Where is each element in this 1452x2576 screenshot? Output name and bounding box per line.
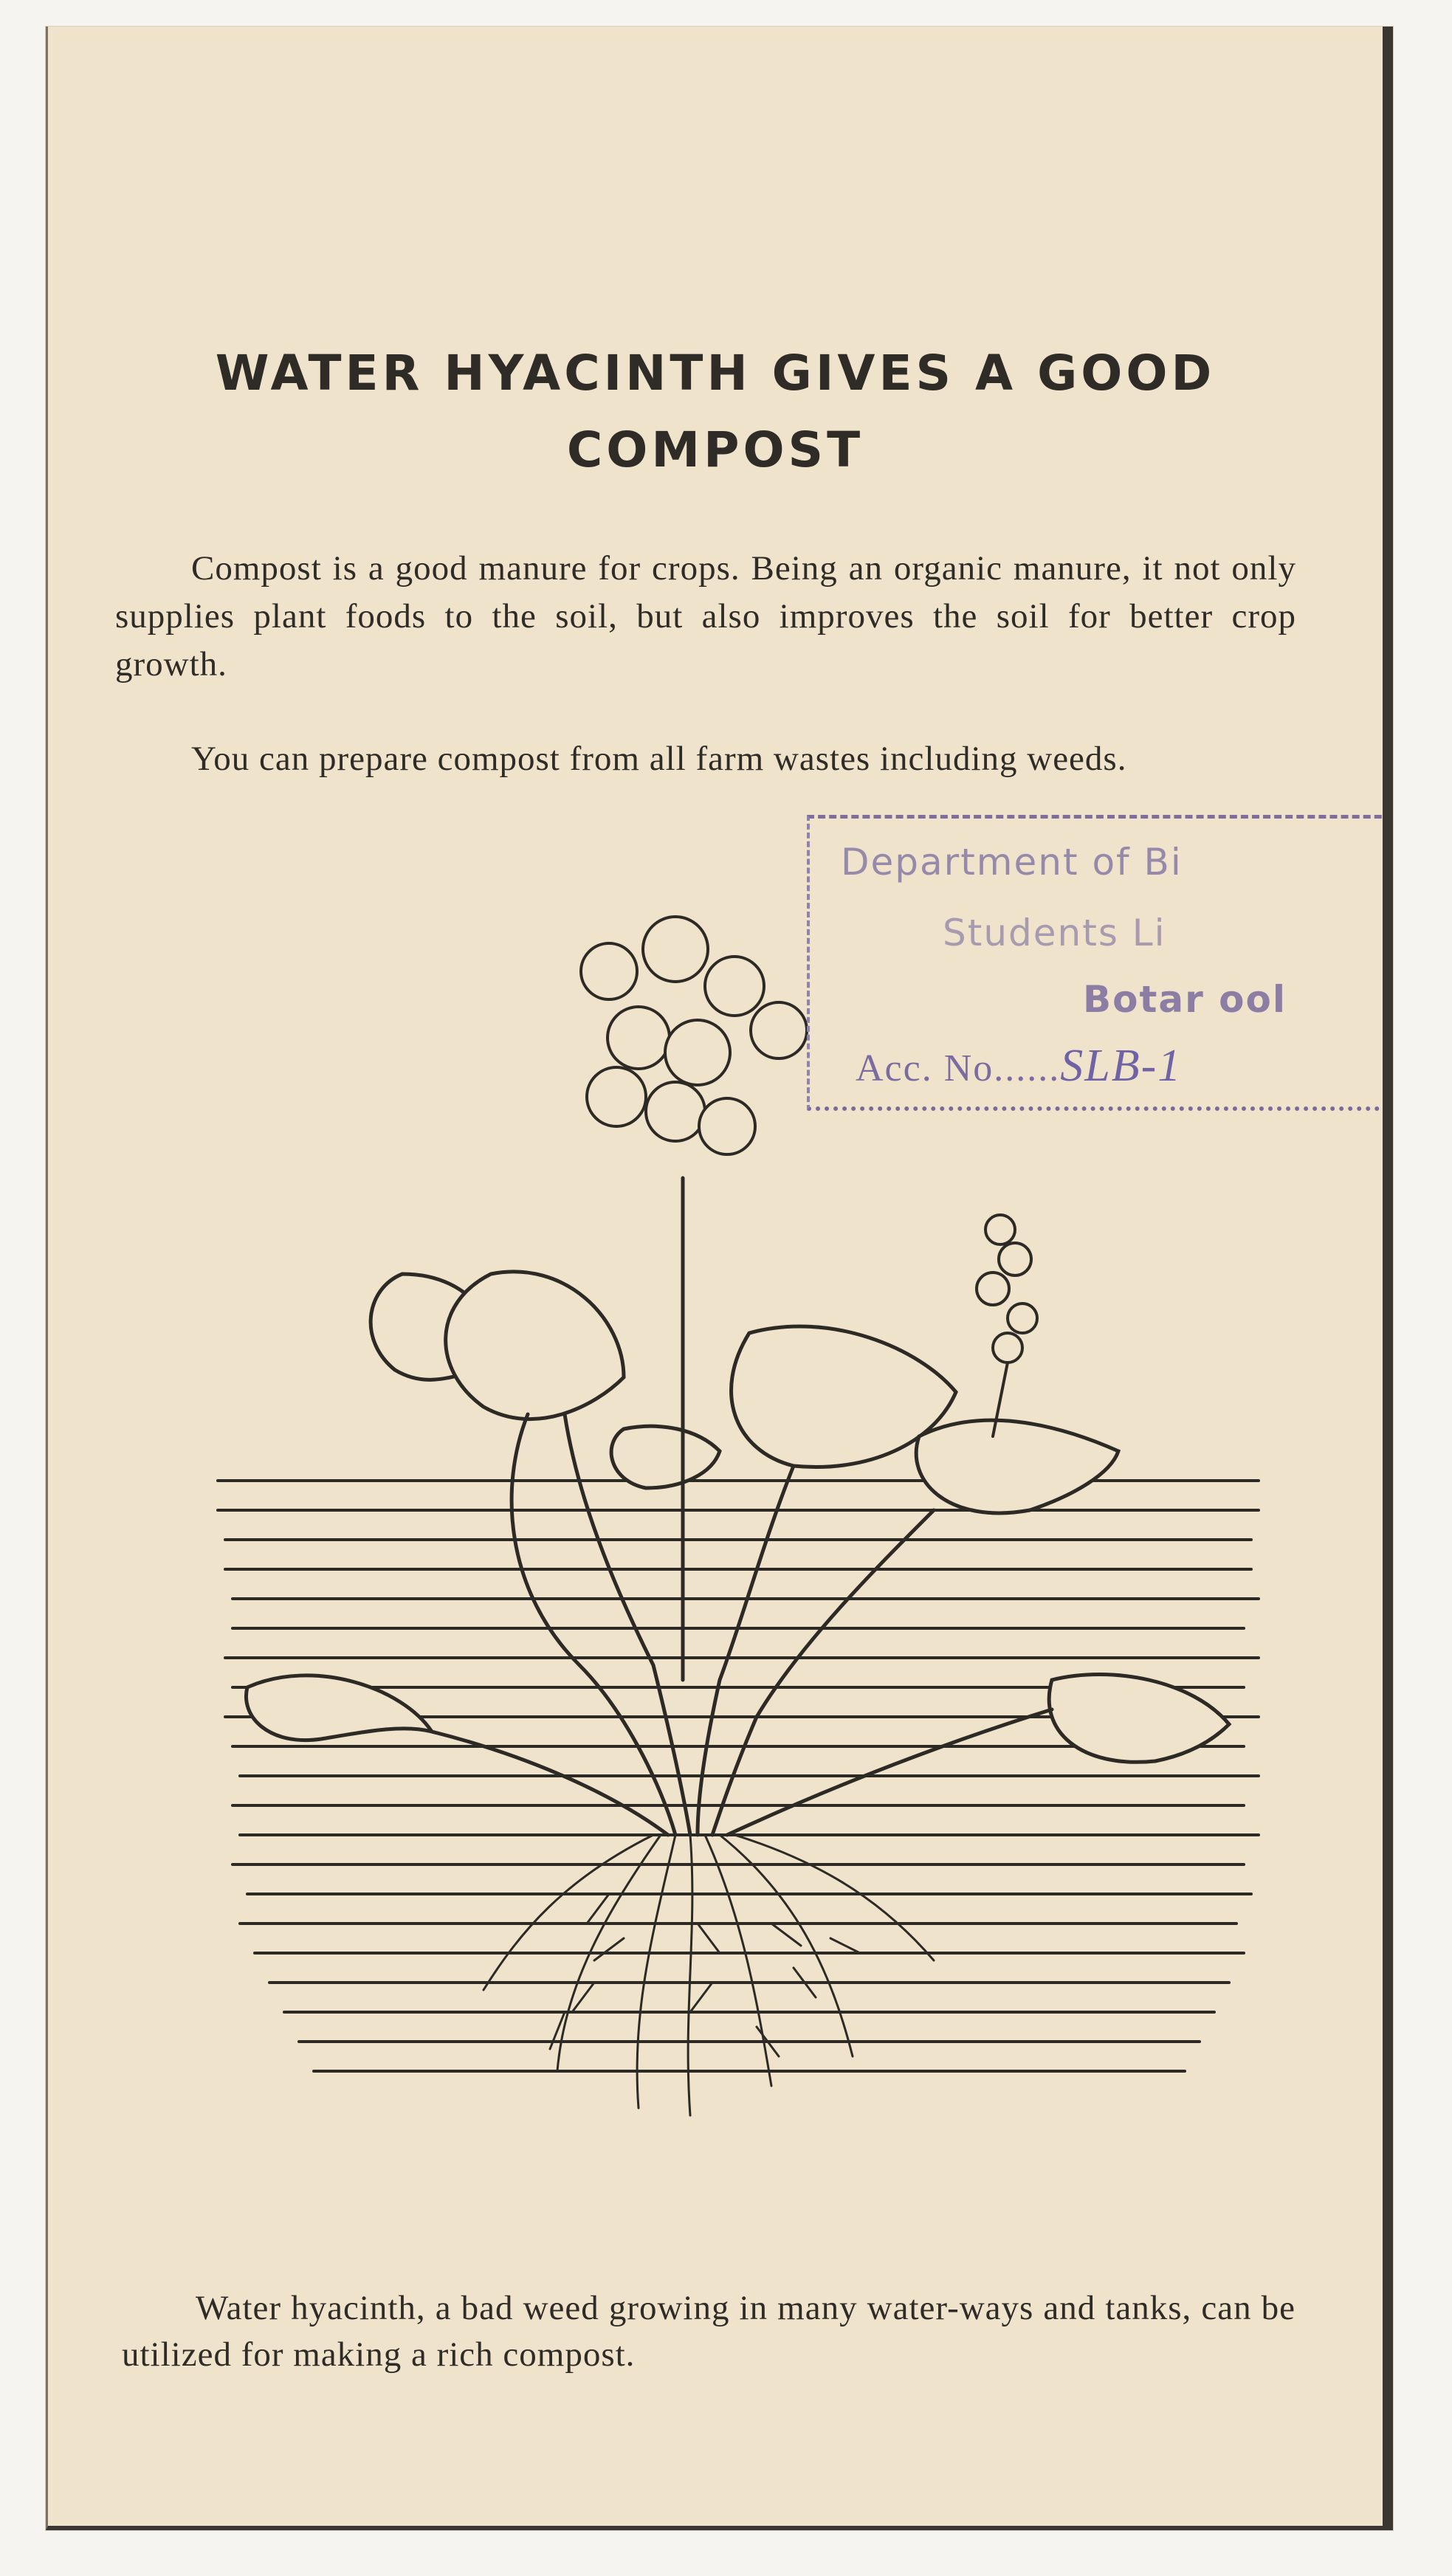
water-lines xyxy=(218,1481,1259,2071)
leaflet-page xyxy=(46,27,1393,2530)
paragraph-compost-benefits: Compost is a good manure for crops. Being an organic manure, it not only supplies plant foods to the soil, but also improves the soil for better crop growth. xyxy=(115,549,1296,683)
stamp-students-library: Students Li xyxy=(943,912,1166,954)
flower-spike xyxy=(977,1215,1037,1436)
title-line-2: COMPOST xyxy=(566,421,864,478)
illustration-caption: Water hyacinth, a bad weed growing in many water-ways and tanks, can be utilized for making a rich compost. xyxy=(122,2289,1296,2374)
library-stamp xyxy=(807,815,1393,1111)
paragraph-farm-wastes: You can prepare compost from all farm wastes including weeds. xyxy=(191,740,1127,778)
stamp-botany-school: Botar ool xyxy=(1083,978,1287,1021)
title-line-1: WATER HYACINTH GIVES A GOOD xyxy=(215,345,1216,402)
stamp-acc-number: SLB-1 xyxy=(1060,1041,1183,1091)
stamp-department: Department of Bi xyxy=(841,841,1183,884)
page-title xyxy=(48,335,1383,489)
stamp-accession xyxy=(856,1040,1182,1092)
flower-cluster xyxy=(581,917,807,1154)
stamp-acc-label: Acc. No...... xyxy=(856,1047,1061,1089)
roots xyxy=(484,1835,934,2115)
